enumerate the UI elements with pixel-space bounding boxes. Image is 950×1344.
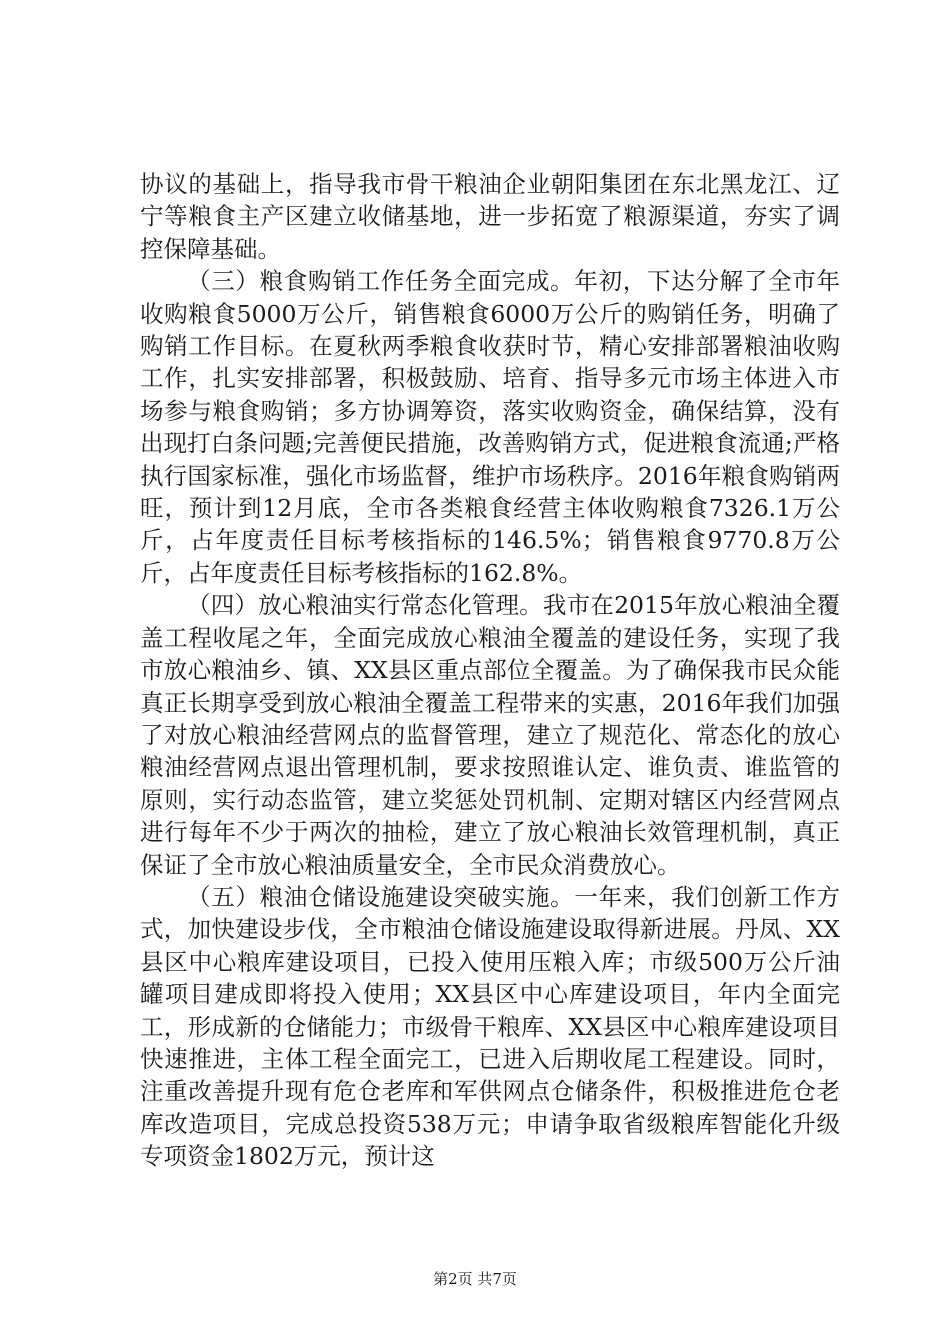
page-number-footer: 第2页 共7页 [433, 1270, 517, 1288]
paragraph-storage-facilities: （五）粮油仓储设施建设突破实施。一年来，我们创新工作方式，加快建设步伐，全市粮油仓储设施建设取得新进展。丹凤、XX县区中心粮库建设项目，已投入使用压粮入库；市级500万公斤油罐项目建成即将投入使用；XX县区中心库建设项目，年内全面完工，形成新的仓储能力；市级骨干粮库、XX县区中心粮库建设项目快速推进，主体工程全面完工，已进入后期收尾工程建设。同时，注重改善提升现有危仓老库和军供网点仓储条件，积极推进危仓老库改造项目，完成总投资538万元；申请争取省级粮库智能化升级专项资金1802万元，预计这 [140, 882, 840, 1171]
document-body [140, 168, 840, 1173]
paragraph-safe-grain-oil: （四）放心粮油实行常态化管理。我市在2015年放心粮油全覆盖工程收尾之年，全面完成放心粮油全覆盖的建设任务，实现了我市放心粮油乡、镇、XX县区重点部位全覆盖。为了确保我市民众能真正长期享受到放心粮油全覆盖工程带来的实惠，2016年我们加强了对放心粮油经营网点的监督管理，建立了规范化、常态化的放心粮油经营网点退出管理机制，要求按照谁认定、谁负责、谁监管的原则，实行动态监管，建立奖惩处罚机制、定期对辖区内经营网点进行每年不少于两次的抽检，建立了放心粮油长效管理机制，真正保证了全市放心粮油质量安全，全市民众消费放心。 [140, 591, 840, 879]
paragraph-continuation: 协议的基础上，指导我市骨干粮油企业朝阳集团在东北黑龙江、辽宁等粮食主产区建立收储基地，进一步拓宽了粮源渠道，夯实了调控保障基础。 [140, 170, 840, 263]
paragraph-grain-purchase-sales: （三）粮食购销工作任务全面完成。年初，下达分解了全市年收购粮食5000万公斤，销售粮食6000万公斤的购销任务，明确了购销工作目标。在夏秋两季粮食收获时节，精心安排部署粮油收购工作，扎实安排部署，积极鼓励、培育、指导多元市场主体进入市场参与粮食购销；多方协调筹资，落实收购资金，确保结算，没有出现打白条问题;完善便民措施，改善购销方式，促进粮食流通;严格执行国家标准，强化市场监督，维护市场秩序。2016年粮食购销两旺，预计到12月底，全市各类粮食经营主体收购粮食7326.1万公斤，占年度责任目标考核指标的146.5%；销售粮食9770.8万公斤，占年度责任目标考核指标的162.8%。 [140, 267, 840, 587]
